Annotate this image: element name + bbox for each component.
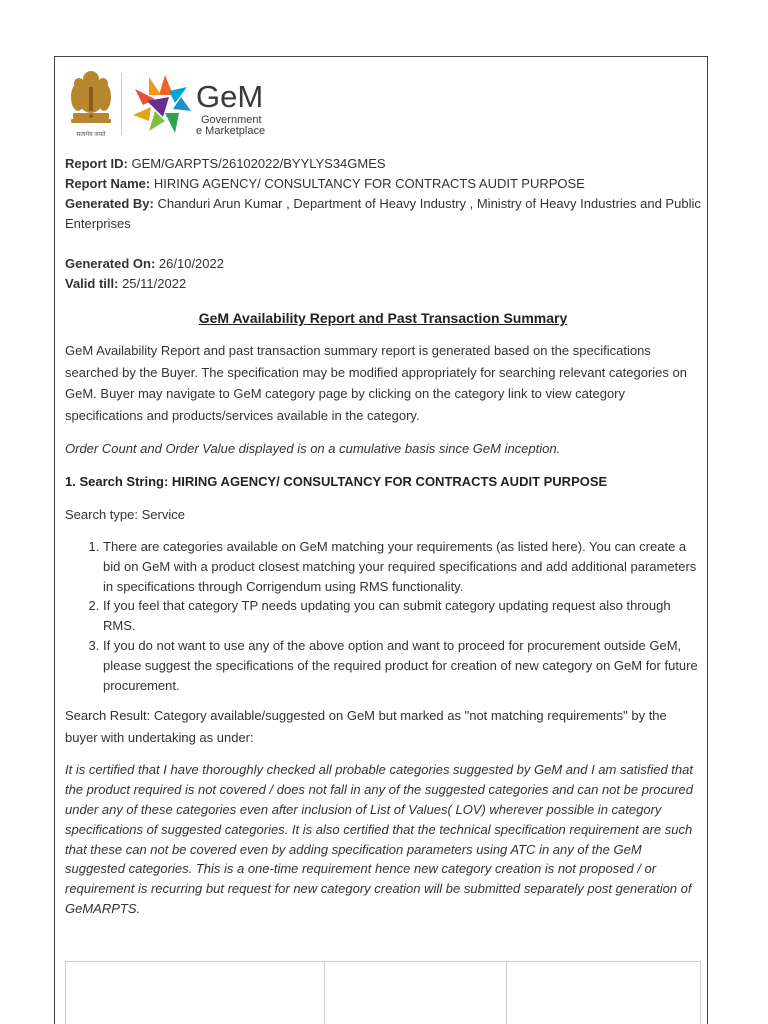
- report-id-value: GEM/GARPTS/26102022/BYYLYS34GMES: [127, 156, 386, 171]
- search-result: Search Result: Category available/suggested on GeM but marked as "not matching requirements" by the buyer with undertaking as under:: [65, 708, 667, 745]
- emblem-caption: सत्यमेव जयते: [76, 132, 106, 138]
- report-name-line: [65, 174, 701, 194]
- search-string-heading: 1. Search String: HIRING AGENCY/ CONSULTANCY FOR CONTRACTS AUDIT PURPOSE: [65, 473, 608, 489]
- spacer: [65, 234, 701, 254]
- generated-by-label: Generated By:: [65, 196, 154, 211]
- generated-on-value: 26/10/2022: [155, 256, 224, 271]
- generated-on-label: Generated On:: [65, 256, 156, 271]
- report-name-label: Report Name:: [65, 176, 151, 191]
- generated-on-line: [65, 254, 701, 274]
- report-name-value: HIRING AGENCY/ CONSULTANCY FOR CONTRACTS AUDIT PURPOSE: [150, 176, 585, 191]
- list-item: 1. There are categories available on GeM matching your requirements (as listed here). You can create a bid on GeM with a product closest matching your required specifications and add additional parameters in specifications through Corrigendum using RMS functionality.: [103, 537, 701, 596]
- generated-by-line: [65, 194, 701, 234]
- table-column-divider: [324, 962, 325, 1024]
- report-id-line: [65, 154, 701, 174]
- list-item: 2. If you feel that category TP needs updating you can submit category updating request also through RMS.: [103, 596, 701, 636]
- report-title: GeM Availability Report and Past Transaction Summary: [198, 310, 568, 326]
- list-item: 3. If you do not want to use any of the above option and want to proceed for procurement outside GeM, please suggest the specifications of the required product for creation of new category on GeM for future procurement.: [103, 636, 701, 695]
- report-id-label: Report ID:: [65, 156, 128, 171]
- header-logos: [65, 67, 295, 142]
- table-column-divider: [506, 962, 507, 1024]
- logo-divider: [121, 73, 122, 135]
- gem-star-logo-icon: [129, 73, 199, 137]
- valid-till-value: 25/11/2022: [118, 276, 187, 291]
- instructions-list: [65, 537, 701, 695]
- gem-wordmark: GeM: [196, 79, 264, 114]
- report-page: [54, 56, 708, 1024]
- gem-subtitle-government: Government: [201, 114, 262, 126]
- generated-by-value: Chanduri Arun Kumar , Department of Heavy Industry , Ministry of Heavy Industries and Public Enterprises: [65, 196, 701, 231]
- valid-till-label: Valid till:: [65, 276, 119, 291]
- national-emblem-icon: [65, 67, 117, 139]
- intro-paragraph: GeM Availability Report and past transaction summary report is generated based on the specifications searched by the Buyer. The specification may be modified appropriately for searching relevant categories on GeM. Buyer may navigate to GeM category page by clicking on the category link to view category specifications and products/services available in the category.: [65, 343, 687, 423]
- search-type: Search type: Service: [65, 506, 185, 522]
- valid-till-line: [65, 274, 701, 294]
- certification-statement: It is certified that I have thoroughly checked all probable categories suggested by GeM and I am satisfied that the product required is not covered / does not fall in any of the suggested categories and can not be procured under any of these categories even after inclusion of List of Values( LOV) wherever possible in category specifications of suggested categories. It is also certified that the technical specification requirement are such that these can not be covered even by adding specification parameters using ATC in any of the GeM suggested categories. This is a one-time requirement hence new category creation is not proposed / or requirement is recurring but request for new category creation will be submitted separately post generation of GeMARPTS.: [65, 762, 694, 916]
- report-content: [65, 154, 701, 931]
- cumulative-note: Order Count and Order Value displayed is on a cumulative basis since GeM inception.: [65, 441, 561, 456]
- gem-subtitle-marketplace: e Marketplace: [196, 125, 266, 137]
- results-table: [65, 961, 701, 1024]
